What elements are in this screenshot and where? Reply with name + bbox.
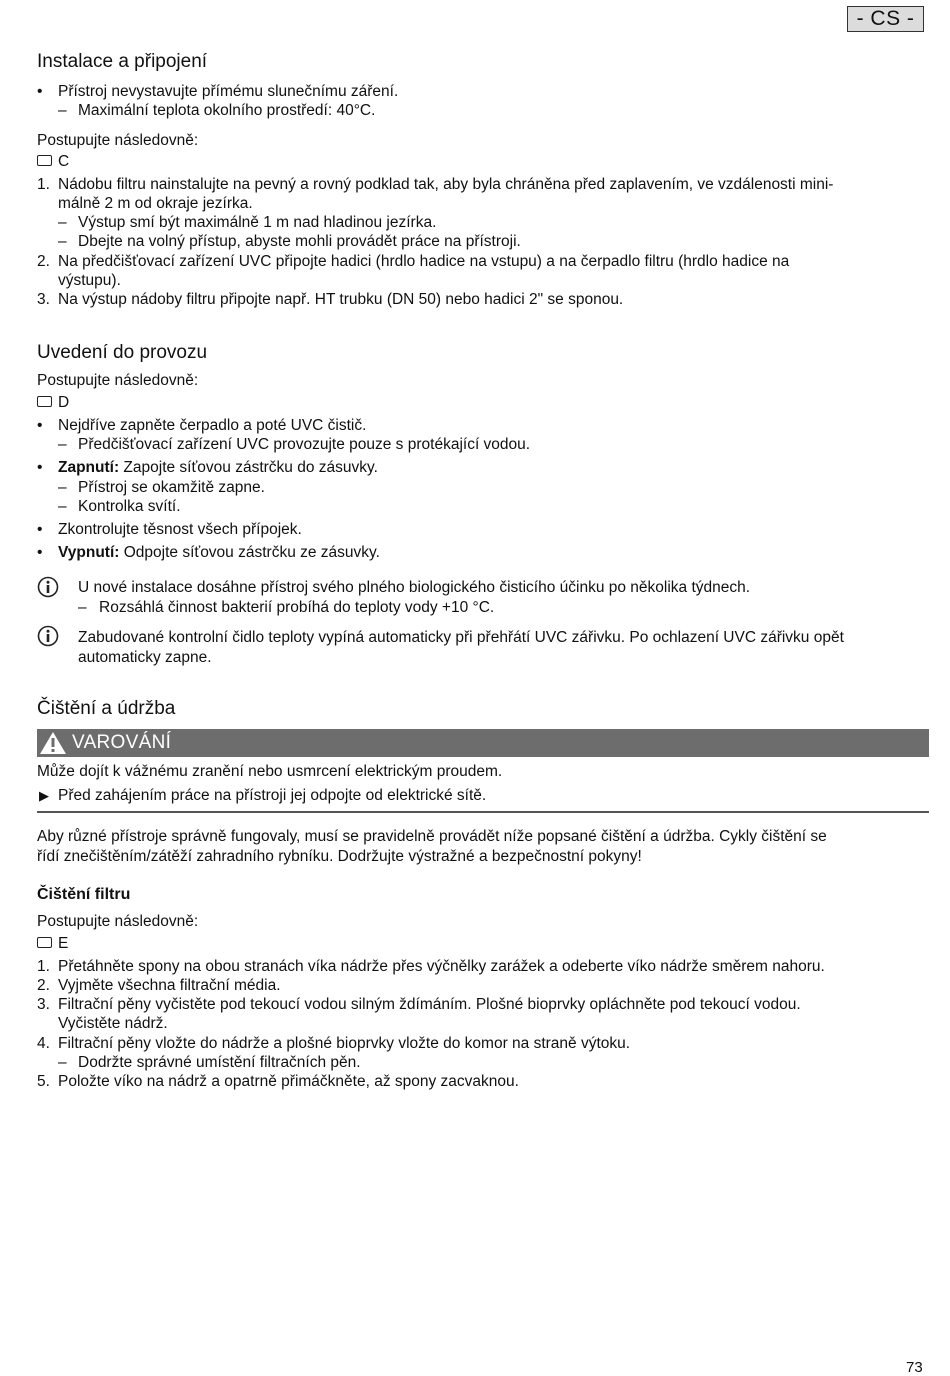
- figure-icon: [37, 937, 52, 948]
- section-title-operation: Uvedení do provozu: [37, 342, 208, 363]
- warning-banner: [37, 729, 929, 757]
- info-text: Zabudované kontrolní čidlo teploty vypíná automaticky při přehřátí UVC zářivku. Po ochlazení UVC zářivku opět: [78, 629, 844, 646]
- warning-triangle-icon: [39, 731, 67, 755]
- list-item: 2. Vyjměte všechna filtrační média.: [37, 977, 281, 994]
- info-text-cont: automaticky zapne.: [78, 649, 212, 666]
- list-item: 1. Nádobu filtru nainstalujte na pevný a rovný podklad tak, aby byla chráněna před zaplavením, ve vzdálenosti mini-: [37, 176, 834, 193]
- figure-reference: C: [37, 152, 69, 172]
- figure-icon: [37, 155, 52, 166]
- info-text: U nové instalace dosáhne přístroj svého plného biologického čisticího účinku po několika týdnech.: [78, 579, 751, 596]
- list-item: 3. Filtrační pěny vyčistěte pod tekoucí vodou silným ždímáním. Plošné bioprvky opláchněte pod tekoucí vodou.: [37, 996, 801, 1013]
- info-icon: [37, 576, 59, 598]
- figure-reference: D: [37, 393, 69, 413]
- figure-icon: [37, 396, 52, 407]
- play-arrow-icon: ▶: [39, 788, 49, 803]
- warning-label: VAROVÁNÍ: [72, 732, 172, 753]
- proceed-text: Postupujte následovně:: [37, 372, 199, 389]
- list-item: 4. Filtrační pěny vložte do nádrže a plošné bioprvky vložte do komor na straně výtoku.: [37, 1035, 631, 1052]
- list-item-cont: Vyčistěte nádrž.: [58, 1015, 168, 1032]
- info-icon: [37, 625, 59, 647]
- subsection-title-filter: Čištění filtru: [37, 886, 131, 903]
- intro-text: Aby různé přístroje správně fungovaly, musí se pravidelně provádět níže popsané čištění a údržba. Cykly čištění se: [37, 828, 827, 845]
- divider: [37, 811, 929, 813]
- list-item: 1. Přetáhněte spony na obou stranách víka nádrže přes výčnělky zarážek a odeberte víko nádrže směrem nahoru.: [37, 958, 825, 975]
- figure-reference: E: [37, 934, 68, 954]
- section-title-installation: Instalace a připojení: [37, 51, 208, 72]
- list-item-cont: málně 2 m od okraje jezírka.: [58, 195, 253, 212]
- list-item: 5. Položte víko na nádrž a opatrně přimáčkněte, až spony zacvaknou.: [37, 1073, 519, 1090]
- proceed-text: Postupujte následovně:: [37, 132, 199, 149]
- list-item-cont: výstupu).: [58, 272, 121, 289]
- list-item: 3. Na výstup nádoby filtru připojte např. HT trubku (DN 50) nebo hadici 2" se sponou.: [37, 291, 624, 308]
- language-badge: - CS -: [847, 6, 924, 32]
- page-number: 73: [906, 1359, 923, 1376]
- warning-text: Může dojít k vážnému zranění nebo usmrcení elektrickým proudem.: [37, 763, 503, 780]
- section-title-cleaning: Čištění a údržba: [37, 698, 176, 719]
- intro-text-cont: řídí znečištěním/zátěží zahradního rybníku. Dodržujte výstražné a bezpečnostní pokyny!: [37, 848, 642, 865]
- list-item: 2. Na předčišťovací zařízení UVC připojte hadici (hrdlo hadice na vstupu) a na čerpadlo filtru (hrdlo hadice na: [37, 253, 790, 270]
- proceed-text: Postupujte následovně:: [37, 913, 199, 930]
